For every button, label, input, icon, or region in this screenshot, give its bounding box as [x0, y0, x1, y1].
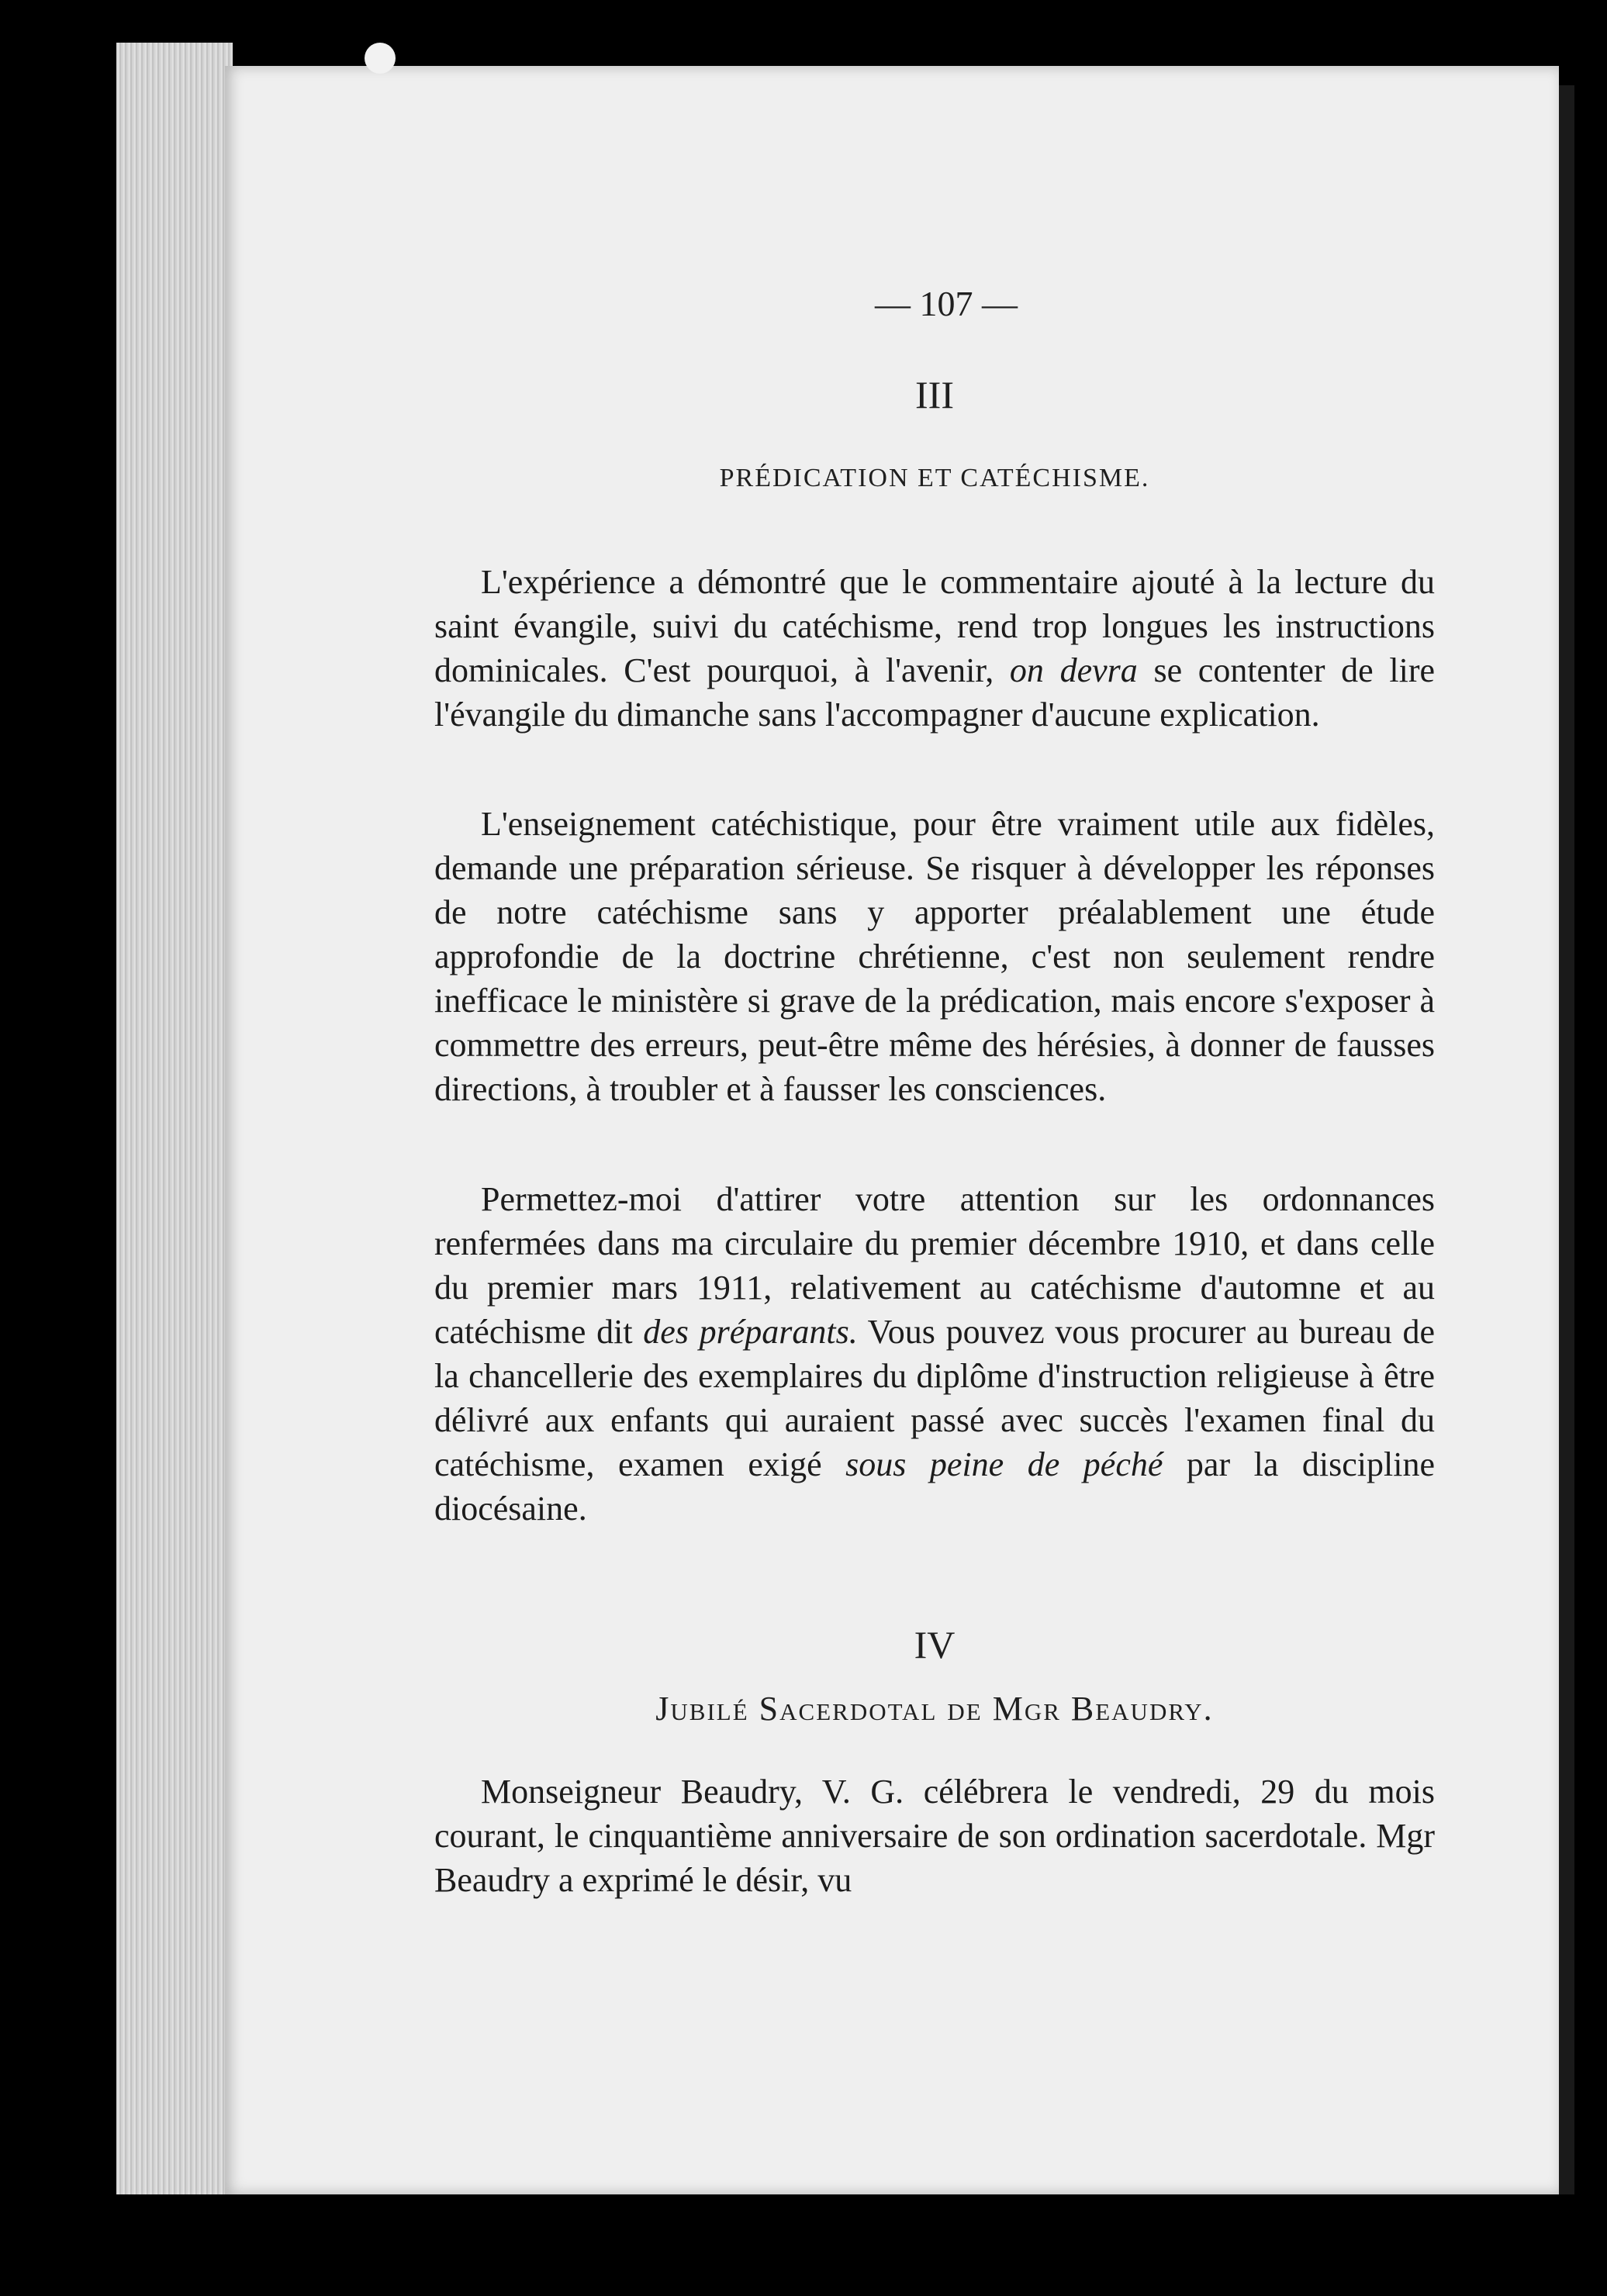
section-title-jubile: Jubilé Sacerdotal de Mgr Beaudry.	[655, 1690, 1214, 1728]
paragraph-3: Permettez-moi d'attirer votre attention sur les ordonnances renfermées dans ma circulaire du premier décembre 1910, et dans celle du premier mars 1911, relativement au catéchisme d'automne et au catéchisme dit des préparants. Vous pouvez vous procurer au bureau de la chancellerie des exemplaires du diplôme d'instruction religieuse à être délivré aux enfants qui auraient passé avec succès l'examen final du catéchisme, examen exigé sous peine de péché par la discipline diocésaine.	[434, 1180, 1435, 1528]
italic-sous-peine: sous peine de péché	[845, 1445, 1163, 1483]
paragraph-1: L'expérience a démontré que le commentaire ajouté à la lecture du saint évangile, suivi du catéchisme, rend trop longues les instructions dominicales. C'est pourquoi, à l'avenir, on devra se contenter de lire l'évangile du dimanche sans l'accompagner d'aucune explication.	[434, 563, 1436, 734]
scan-speck	[365, 43, 396, 74]
italic-des-preparants: des préparants.	[643, 1313, 858, 1351]
page-gutter-shadow	[1559, 85, 1574, 2194]
italic-on-devra: on devra	[1009, 651, 1138, 689]
section-number-iv: IV	[914, 1623, 956, 1666]
section-number-iii: III	[915, 373, 954, 416]
section-title-predication: PRÉDICATION ET CATÉCHISME.	[719, 464, 1150, 492]
paragraph-4: Monseigneur Beaudry, V. G. célébrera le vendredi, 29 du mois courant, le cinquantième anniversaire de son ordination sacerdotale. Mgr Beaudry a exprimé le désir, vu	[434, 1773, 1435, 1899]
paragraph-2: L'enseignement catéchistique, pour être vraiment utile aux fidèles, demande une préparation sérieuse. Se risquer à développer les réponses de notre catéchisme sans y apporter préalablement une étude approfondie de la doctrine chrétienne, c'est non seulement rendre inefficace le ministère si grave de la prédication, mais encore s'exposer à commettre des erreurs, peut-être même des hérésies, à donner de fausses directions, à troubler et à fausser les consciences.	[434, 805, 1435, 1108]
page-number: — 107 —	[875, 284, 1018, 323]
page-edge	[116, 43, 233, 2194]
